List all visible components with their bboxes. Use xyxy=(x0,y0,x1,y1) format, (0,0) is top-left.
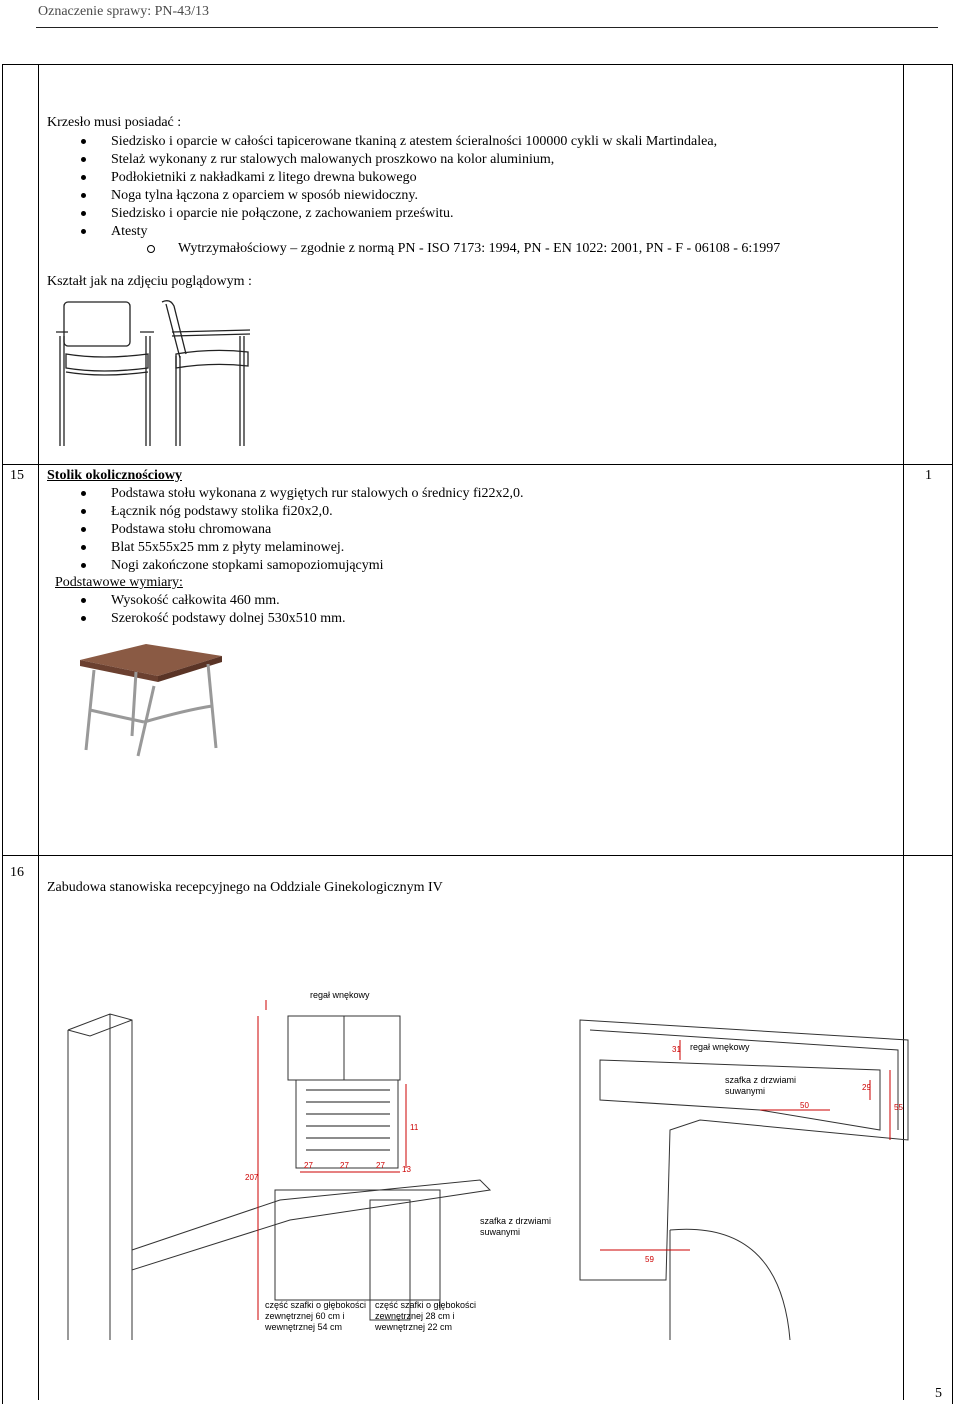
dim-11: 11 xyxy=(410,1123,419,1132)
row-divider-15 xyxy=(2,464,953,465)
dim-59: 59 xyxy=(645,1255,654,1264)
label-drawer-cabinet: szafka z drzwiami xyxy=(725,1075,797,1085)
chair-intro: Krzesło musi posiadać : xyxy=(47,115,182,130)
dim-27: 27 xyxy=(340,1161,349,1170)
dimensions-title: Podstawowe wymiary: xyxy=(55,575,183,590)
dim-29: 29 xyxy=(862,1083,871,1092)
label-shelf: regał wnękowy xyxy=(310,990,370,1000)
dim-207: 207 xyxy=(245,1173,259,1182)
dim-27: 27 xyxy=(376,1161,385,1170)
list-item: Siedzisko i oparcie nie połączone, z zachowaniem prześwitu. xyxy=(111,206,454,221)
dim-55: 55 xyxy=(894,1103,903,1112)
row-number: 15 xyxy=(10,468,24,483)
list-item: Siedzisko i oparcie w całości tapicerowane tkaniną z atestem ścieralności 100000 cykli w skali Martindalea, xyxy=(111,134,718,149)
shape-label: Kształt jak na zdjęciu poglądowym : xyxy=(47,274,252,289)
label-part-b: zewnętrznej 28 cm i xyxy=(375,1311,455,1321)
label-part-b: wewnętrznej 22 cm xyxy=(375,1322,453,1332)
dim-13: 13 xyxy=(402,1165,411,1174)
row-divider-16 xyxy=(2,855,953,856)
chair-drawing xyxy=(52,296,262,448)
label-drawer-cabinet: suwanymi xyxy=(480,1227,521,1237)
list-item: Blat 55x55x25 mm z płyty melaminowej. xyxy=(111,540,345,555)
page-number: 5 xyxy=(935,1386,942,1401)
reception-drawing xyxy=(60,980,910,1340)
list-item: Wysokość całkowita 460 mm. xyxy=(111,593,280,608)
list-item: Stelaż wykonany z rur stalowych malowanych proszkowo na kolor aluminium, xyxy=(111,152,555,167)
item-title: Zabudowa stanowiska recepcyjnego na Oddziale Ginekologicznym IV xyxy=(47,880,443,895)
list-item: Łącznik nóg podstawy stolika fi20x2,0. xyxy=(111,504,333,519)
case-reference: Oznaczenie sprawy: PN-43/13 xyxy=(38,4,210,19)
label-drawer-cabinet: szafka z drzwiami xyxy=(480,1216,552,1226)
row-number: 16 xyxy=(10,865,24,880)
sub-list-item: Wytrzymałościowy – zgodnie z normą PN - ISO 7173: 1994, PN - EN 1022: 2001, PN - F - 06108 - 6:1997 xyxy=(178,241,781,256)
item-title: Stolik okolicznościowy xyxy=(47,468,182,483)
label-part-a: część szafki o głębokości xyxy=(265,1300,367,1310)
label-part-b: część szafki o głębokości xyxy=(375,1300,477,1310)
list-item: Podłokietniki z nakładkami z litego drewna bukowego xyxy=(111,170,417,185)
list-item: Noga tylna łączona z oparciem w sposób niewidoczny. xyxy=(111,188,418,203)
list-item: Szerokość podstawy dolnej 530x510 mm. xyxy=(111,611,346,626)
header-rule xyxy=(36,27,938,28)
dim-31: 31 xyxy=(672,1045,681,1054)
label-shelf-plan: regał wnękowy xyxy=(690,1042,750,1052)
label-part-a: wewnętrznej 54 cm xyxy=(265,1322,343,1332)
label-drawer-cabinet: suwanymi xyxy=(725,1086,766,1096)
table-drawing xyxy=(76,640,226,760)
list-item: Nogi zakończone stopkami samopoziomującymi xyxy=(111,558,384,573)
list-item: Podstawa stołu chromowana xyxy=(111,522,272,537)
label-part-a: zewnętrznej 60 cm i xyxy=(265,1311,345,1321)
col-divider-1 xyxy=(38,64,39,1400)
dim-27: 27 xyxy=(304,1161,313,1170)
list-item: Podstawa stołu wykonana z wygiętych rur stalowych o średnicy fi22x2,0. xyxy=(111,486,524,501)
list-item: Atesty xyxy=(111,224,148,239)
dim-50: 50 xyxy=(800,1101,809,1110)
row-quantity: 1 xyxy=(925,468,932,483)
